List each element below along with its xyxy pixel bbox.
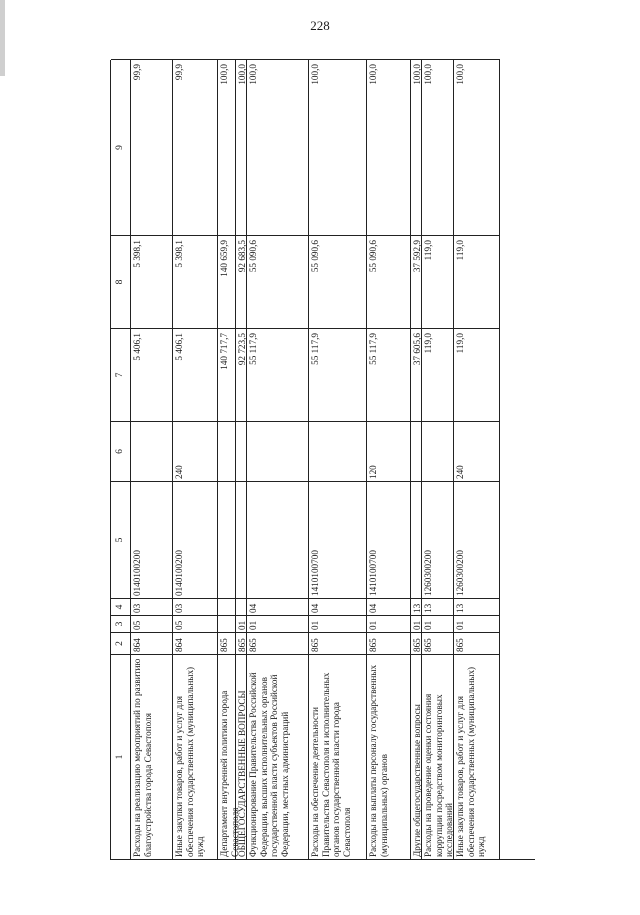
table-cell: 100,0: [309, 59, 367, 235]
table-cell: 99,9: [131, 59, 173, 235]
column-header: 8: [111, 235, 131, 328]
table-cell: 5 398,1: [131, 235, 173, 328]
table-cell: [218, 598, 236, 615]
table-cell: 37 605,6: [411, 328, 422, 421]
table-cell: [236, 481, 247, 598]
table-cell: 5 406,1: [131, 328, 173, 421]
table-cell: [236, 598, 247, 615]
column-header: 2: [111, 632, 131, 654]
column-header: 3: [111, 615, 131, 632]
row-name-cell: Департамент внутренней политики города Севастополя: [218, 654, 236, 859]
column-header: 9: [111, 59, 131, 235]
page-number: 228: [310, 18, 330, 33]
row-name-cell: Расходы на реализацию мероприятий по развитию благоустройства города Севастополя: [131, 654, 173, 859]
row-name-cell: Иные закупки товаров, работ и услуг для обеспечения государственных (муниципальных) нужд: [454, 654, 500, 859]
table-cell: 864: [173, 632, 218, 654]
table-cell: [247, 481, 309, 598]
table-cell: 0140100200: [173, 481, 218, 598]
table-cell: 1410100700: [309, 481, 367, 598]
table-cell: 01: [247, 615, 309, 632]
table-cell: 55 090,6: [247, 235, 309, 328]
row-name-cell: Иные закупки товаров, работ и услуг для обеспечения государственных (муниципальных) нужд: [173, 654, 218, 859]
table-cell: 140 659,9: [218, 235, 236, 328]
row-name-cell: Расходы на обеспечение деятельности Правительства Севастополя и исполнительных органов государственной власти города Севастополя: [309, 654, 367, 859]
table-cell: 100,0: [367, 59, 411, 235]
table-cell: 01: [454, 615, 500, 632]
table-cell: 92 723,5: [236, 328, 247, 421]
table-cell: 04: [309, 598, 367, 615]
table-cell: 100,0: [236, 59, 247, 235]
table-cell: 92 683,5: [236, 235, 247, 328]
table-cell: 37 592,9: [411, 235, 422, 328]
rotated-table-viewport: [110, 60, 535, 860]
table-cell: 01: [422, 615, 454, 632]
table-cell: 100,0: [247, 59, 309, 235]
table-cell: 01: [367, 615, 411, 632]
table-cell: 55 090,6: [367, 235, 411, 328]
row-name-cell: Расходы на проведение оценки состояния коррупции посредством мониторинговых исследований: [422, 654, 454, 859]
table-cell: 1260300200: [422, 481, 454, 598]
table-cell: 865: [454, 632, 500, 654]
table-cell: [218, 615, 236, 632]
table-cell: [218, 481, 236, 598]
table-cell: 865: [411, 632, 422, 654]
table-cell: 100,0: [218, 59, 236, 235]
table-cell: 240: [173, 421, 218, 481]
row-name-cell: Функционирование Правительства Российской Федерации, высших исполнительных органов государственной власти субъектов Российской Федерации, местных администраций: [247, 654, 309, 859]
table-cell: 13: [422, 598, 454, 615]
table-cell: 55 117,9: [309, 328, 367, 421]
table-cell: [236, 421, 247, 481]
table-cell: 05: [173, 615, 218, 632]
row-name-cell: Другие общегосударственные вопросы: [411, 654, 422, 859]
table-cell: 05: [131, 615, 173, 632]
row-name-cell: Расходы на выплаты персоналу государственных (муниципальных) органов: [367, 654, 411, 859]
table-cell: [309, 421, 367, 481]
table-cell: 04: [247, 598, 309, 615]
table-cell: 865: [236, 632, 247, 654]
table-cell: [411, 421, 422, 481]
table-cell: 119,0: [454, 235, 500, 328]
table-cell: 04: [367, 598, 411, 615]
table-cell: 119,0: [454, 328, 500, 421]
column-header: 6: [111, 421, 131, 481]
table-cell: 55 117,9: [247, 328, 309, 421]
table-cell: 100,0: [411, 59, 422, 235]
table-cell: 865: [309, 632, 367, 654]
table-cell: [422, 421, 454, 481]
table-cell: [131, 421, 173, 481]
table-cell: 100,0: [454, 59, 500, 235]
table-cell: 13: [411, 598, 422, 615]
table-cell: 0140100200: [131, 481, 173, 598]
column-header: 4: [111, 598, 131, 615]
table-cell: 1260300200: [454, 481, 500, 598]
column-header: 5: [111, 481, 131, 598]
table-cell: 01: [309, 615, 367, 632]
table-cell: 865: [422, 632, 454, 654]
table-cell: 864: [131, 632, 173, 654]
table-cell: 865: [247, 632, 309, 654]
table-cell: [411, 481, 422, 598]
table-cell: 865: [367, 632, 411, 654]
table-cell: 55 117,9: [367, 328, 411, 421]
table-cell: 03: [131, 598, 173, 615]
table-cell: 01: [236, 615, 247, 632]
table-cell: 5 406,1: [173, 328, 218, 421]
table-cell: 120: [367, 421, 411, 481]
table-cell: [218, 421, 236, 481]
table-cell: 1410100700: [367, 481, 411, 598]
table-cell: 55 090,6: [309, 235, 367, 328]
column-header: 1: [111, 654, 131, 859]
table-cell: 5 398,1: [173, 235, 218, 328]
table-cell: 119,0: [422, 235, 454, 328]
column-header: 7: [111, 328, 131, 421]
table-cell: 140 717,7: [218, 328, 236, 421]
table-cell: 100,0: [422, 59, 454, 235]
table-cell: 13: [454, 598, 500, 615]
table-cell: 119,0: [422, 328, 454, 421]
table-cell: 240: [454, 421, 500, 481]
scan-edge-mark: [0, 0, 5, 76]
table-cell: 03: [173, 598, 218, 615]
table-cell: 01: [411, 615, 422, 632]
table-cell: 865: [218, 632, 236, 654]
table-cell: [247, 421, 309, 481]
row-name-cell: ОБЩЕГОСУДАРСТВЕННЫЕ ВОПРОСЫ: [236, 654, 247, 859]
table-cell: 99,9: [173, 59, 218, 235]
budget-table: [110, 60, 535, 860]
